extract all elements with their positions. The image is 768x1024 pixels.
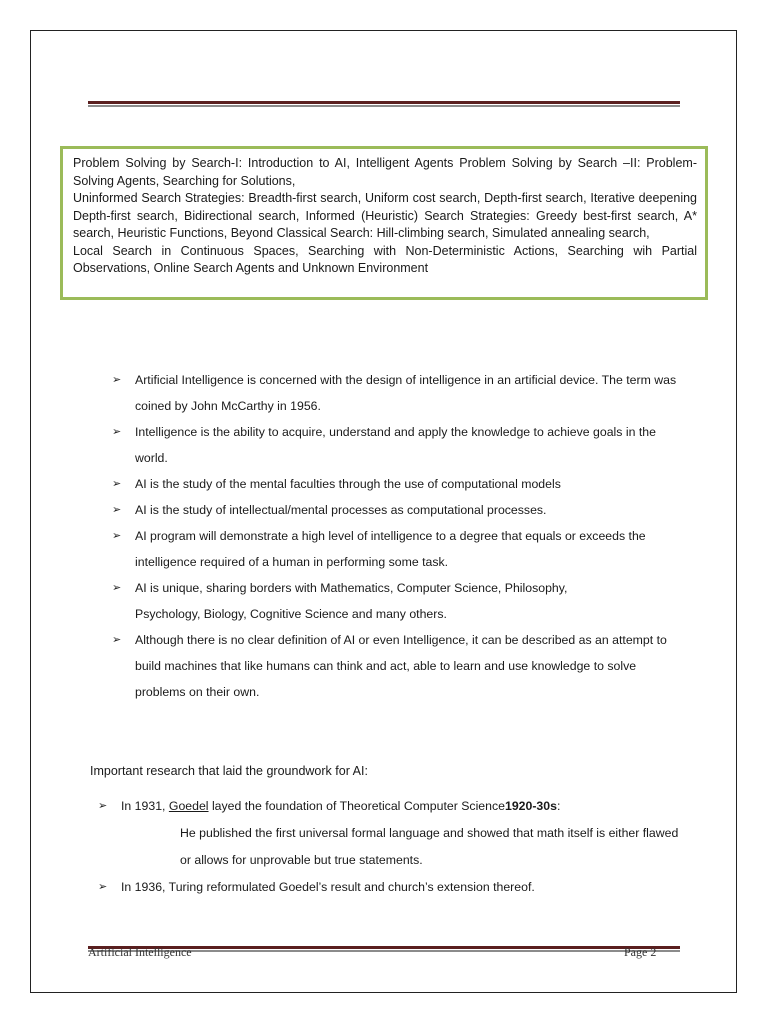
goedel-name: Goedel [168,799,209,813]
research-item-suffix: : [556,799,561,813]
header-rule [88,101,680,107]
list-item-text: AI is the study of the mental faculties through the use of computational models [135,477,561,491]
arrow-bullet-icon: ➢ [98,881,108,893]
syllabus-box [60,146,708,300]
arrow-bullet-icon: ➢ [112,582,122,594]
list-item-text: AI program will demonstrate a high level of intelligence to a degree that equals or exceeds the intelligence required of a human in performing some task. [135,529,646,569]
list-item-text: Intelligence is the ability to acquire, understand and apply the knowledge to achieve goals in the world. [135,425,656,465]
list-item [112,627,686,705]
list-item [112,523,686,575]
list-item-text: Although there is no clear definition of AI or even Intelligence, it can be described as an attempt to build machines that like humans can think and act, able to learn and use knowledge to solve problems on their own. [135,633,667,699]
syllabus-paragraph: Uninformed Search Strategies: Breadth-first search, Uniform cost search, Depth-first search, Iterative deepening Depth-first search, Bidirectional search, Informed (Heuristic) Search Strategies: Greedy best-first search, A* search, Heuristic Functions, Beyond Classical Search: Hill-climbing search, Simulated annealing search, [73,191,697,240]
arrow-bullet-icon: ➢ [112,530,122,542]
ai-definition-list [112,367,686,705]
list-item-text-continued: Psychology, Biology, Cognitive Science and many others. [135,607,447,621]
arrow-bullet-icon: ➢ [112,426,122,438]
research-intro: Important research that laid the groundwork for AI: [90,764,368,778]
list-item [98,874,688,901]
list-item-text: Artificial Intelligence is concerned with the design of intelligence in an artificial device. The term was coined by John McCarthy in 1956. [135,373,677,413]
research-item-prefix: In 1931, [121,799,169,813]
syllabus-paragraph: Local Search in Continuous Spaces, Searching with Non-Deterministic Actions, Searching wih Partial Observations, Online Search Agents and Unknown Environment [73,243,697,275]
arrow-bullet-icon: ➢ [112,504,122,516]
list-item-text: In 1936, Turing reformulated Goedel’s result and church’s extension thereof. [121,880,535,894]
period-label: 1920-30s [504,799,557,813]
arrow-bullet-icon: ➢ [112,634,122,646]
list-item [112,367,686,419]
list-item [112,471,686,497]
arrow-bullet-icon: ➢ [112,478,122,490]
research-list [98,793,688,901]
list-item [112,575,686,627]
list-item [112,497,686,523]
syllabus-paragraph: Problem Solving by Search-I: Introduction to AI, Intelligent Agents Problem Solving by Search –II: Problem-Solving Agents, Searching for Solutions, [73,156,697,188]
arrow-bullet-icon: ➢ [98,800,108,812]
research-item-middle: layed the foundation of Theoretical Computer Science [208,799,505,813]
research-item-detail: He published the first universal formal language and showed that math itself is either flawed or allows for unprovable but true statements. [180,826,679,867]
list-item-text: AI is unique, sharing borders with Mathematics, Computer Science, Philosophy, [135,581,568,595]
page-number: Page 2 [624,945,657,959]
list-item-text: AI is the study of intellectual/mental processes as computational processes. [135,503,547,517]
list-item [112,419,686,471]
list-item [98,793,688,874]
arrow-bullet-icon: ➢ [112,374,122,386]
footer-title: Artificial Intelligence [88,945,192,959]
